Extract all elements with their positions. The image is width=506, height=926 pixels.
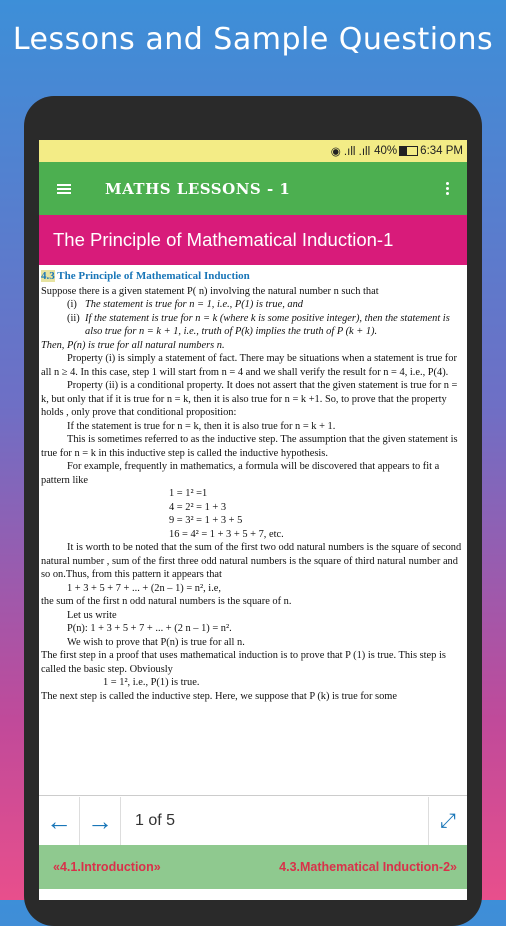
app-bar [39, 162, 467, 215]
next-page-button[interactable]: → [80, 797, 121, 845]
previous-page-button[interactable]: ← [39, 797, 80, 845]
pager-bar [39, 795, 467, 846]
list-item: (i) The statement is true for n = 1, i.e., P(1) is true, and [67, 299, 303, 310]
doc-line: Suppose there is a given statement P( n) involving the natural number n such that [41, 285, 379, 297]
list-item: (ii) If the statement is true for n = k (where k is some positive integer), then the statement is also true for n = k + 1, i.e., truth of P(k) implies the truth of P (k + 1). [67, 312, 450, 337]
more-options-icon[interactable] [446, 180, 449, 197]
previous-lesson-link[interactable]: «4.1.Introduction» [53, 860, 161, 874]
doc-paragraph: The first step in a proof that uses mathematical induction is to prove that P (1) is true. This step is called the basic step. Obviously [41, 650, 446, 675]
doc-line: The next step is called the inductive step. Here, we suppose that P (k) is true for some [41, 690, 397, 702]
page-indicator: 1 of 5 [135, 812, 176, 829]
doc-line: the sum of the first n odd natural numbers is the square of n. [41, 596, 292, 607]
battery-icon [399, 146, 418, 156]
doc-line: If the statement is true for n = k, then it is also true for n = k + 1. [67, 420, 336, 432]
lesson-title: The Principle of Mathematical Induction-1 [39, 215, 467, 265]
equation: 1 = 1² =1 [169, 488, 208, 499]
equation: 16 = 4² = 1 + 3 + 5 + 7, etc. [169, 528, 284, 540]
equation: P(n): 1 + 3 + 5 + 7 + ... + (2 n – 1) = n². [67, 623, 232, 634]
app-screen [39, 140, 467, 900]
equation: 1 = 1², i.e., P(1) is true. [103, 677, 200, 688]
signal-icon: ◉ .ıll .ıll [330, 146, 371, 158]
next-lesson-link[interactable]: 4.3.Mathematical Induction-2» [279, 860, 457, 874]
lesson-navigation-footer [39, 845, 467, 889]
battery-percent: 40% [374, 145, 398, 157]
section-number: 4.3 [41, 270, 55, 282]
hamburger-menu-icon[interactable] [57, 182, 71, 196]
app-title: MATHS LESSONS - 1 [105, 179, 291, 198]
section-title: The Principle of Mathematical Induction [54, 270, 250, 282]
status-bar [39, 140, 467, 162]
lesson-document [39, 265, 467, 800]
promo-title: Lessons and Sample Questions [12, 22, 494, 57]
clock: 6:34 PM [420, 145, 463, 157]
fullscreen-expand-icon[interactable]: ⤢ [428, 797, 467, 845]
doc-line: We wish to prove that P(n) is true for all n. [67, 636, 245, 648]
equation: 1 + 3 + 5 + 7 + ... + (2n – 1) = n², i.e, [67, 582, 222, 594]
doc-line: Let us write [67, 609, 117, 621]
section-heading [41, 270, 465, 284]
doc-paragraph: For example, frequently in mathematics, a formula will be discovered that appears to fit a pattern like [41, 461, 440, 486]
doc-paragraph: Property (i) is simply a statement of fact. There may be situations when a statement is true for all n ≥ 4. In this case, step 1 will start from n = 4 and we shall verify the result for n = 4, i.e., P(4). [41, 353, 457, 378]
equation: 9 = 3² = 1 + 3 + 5 [169, 515, 243, 526]
equation: 4 = 2² = 1 + 3 [169, 501, 227, 513]
doc-paragraph: It is worth to be noted that the sum of the first two odd natural numbers is the square of second natural number , sum of the first three odd natural numbers is the square of third natural number and so on.Thus, from this pattern it appears that [41, 542, 462, 580]
doc-line: Then, P(n) is true for all natural numbers n. [41, 339, 225, 351]
doc-paragraph: This is sometimes referred to as the inductive step. The assumption that the given statement is true for n = k in this inductive step is called the inductive hypothesis. [41, 434, 458, 459]
doc-paragraph: Property (ii) is a conditional property. It does not assert that the given statement is true for n = k, but only that if it is true for n = k, then it is also true for n = k +1. So, to prove that the property holds , only prove that conditional proposition: [41, 380, 458, 418]
